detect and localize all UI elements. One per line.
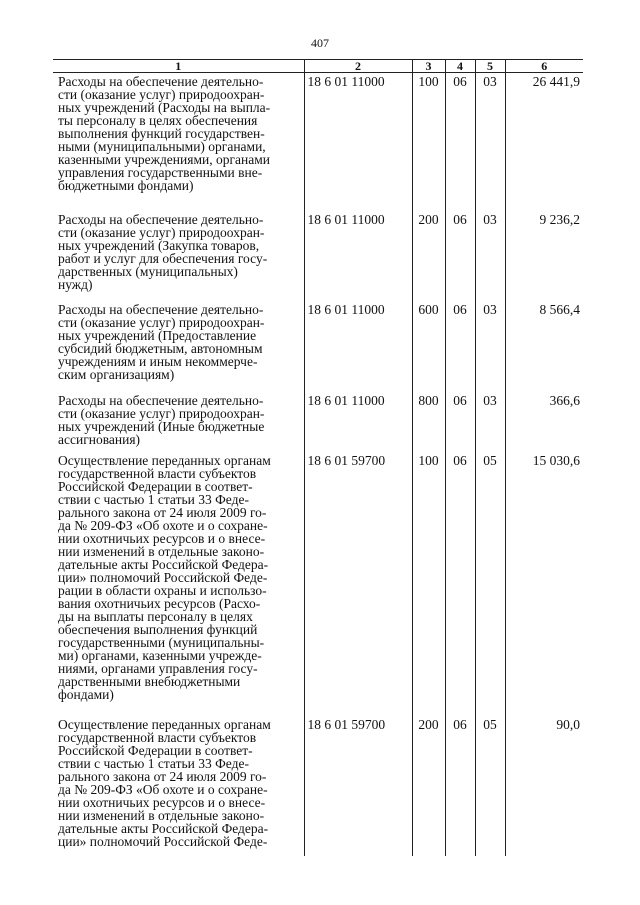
row-name: Расходы на обеспечение деятельно- сти (оказание услуг) природоохран- ных учреждений (Закупка товаров, работ и услуг для обеспечения госу- дарственных (муниципальных) нужд) bbox=[58, 211, 268, 292]
table-row bbox=[53, 211, 583, 301]
row-name: Расходы на обеспечение деятельно- сти (оказание услуг) природоохран- ных учреждений (Предоставление субсидий бюджетным, автономным учреждениям и иным некоммерче- ским организациям) bbox=[58, 301, 265, 382]
row-pr: 03 bbox=[475, 73, 505, 211]
row-name: Расходы на обеспечение деятельно- сти (оказание услуг) природоохран- ных учреждений (Иные бюджетные ассигнования) bbox=[58, 392, 265, 447]
row-amount: 26 441,9 bbox=[505, 73, 583, 211]
row-code: 18 6 01 59700 bbox=[304, 716, 412, 856]
row-pr: 05 bbox=[475, 452, 505, 716]
header-col-5: 5 bbox=[475, 60, 505, 73]
row-vr: 600 bbox=[412, 301, 445, 392]
row-code: 18 6 01 11000 bbox=[304, 392, 412, 452]
table-row bbox=[53, 392, 583, 452]
row-vr: 200 bbox=[412, 716, 445, 856]
row-rz: 06 bbox=[445, 392, 475, 452]
row-pr: 03 bbox=[475, 301, 505, 392]
header-col-1: 1 bbox=[53, 60, 304, 73]
row-rz: 06 bbox=[445, 301, 475, 392]
table-row bbox=[53, 301, 583, 392]
row-name: Осуществление переданных органам государственной власти субъектов Российской Федерации в соответ- ствии с частью 1 статьи 33 Феде- рального закона от 24 июля 2009 го- да № 209-ФЗ «Об охоте и о сохране- нии охотничьих ресурсов и о внесе- нии изменений в отдельные законо- дательные акты Российской Федера- ции» полномочий Российской Феде- bbox=[58, 716, 271, 849]
row-pr: 03 bbox=[475, 392, 505, 452]
row-code: 18 6 01 11000 bbox=[304, 73, 412, 211]
row-rz: 06 bbox=[445, 73, 475, 211]
header-row bbox=[53, 60, 583, 73]
header-col-2: 2 bbox=[304, 60, 412, 73]
table-row bbox=[53, 452, 583, 716]
header-col-4: 4 bbox=[445, 60, 475, 73]
row-vr: 800 bbox=[412, 392, 445, 452]
row-vr: 100 bbox=[412, 73, 445, 211]
row-rz: 06 bbox=[445, 452, 475, 716]
budget-table bbox=[53, 59, 583, 856]
header-col-3: 3 bbox=[412, 60, 445, 73]
table-row bbox=[53, 73, 583, 211]
header-col-6: 6 bbox=[505, 60, 583, 73]
row-code: 18 6 01 59700 bbox=[304, 452, 412, 716]
row-amount: 366,6 bbox=[505, 392, 583, 452]
row-pr: 05 bbox=[475, 716, 505, 856]
row-pr: 03 bbox=[475, 211, 505, 301]
row-code: 18 6 01 11000 bbox=[304, 211, 412, 301]
row-rz: 06 bbox=[445, 716, 475, 856]
row-rz: 06 bbox=[445, 211, 475, 301]
row-vr: 200 bbox=[412, 211, 445, 301]
page-number: 407 bbox=[311, 36, 329, 50]
row-amount: 8 566,4 bbox=[505, 301, 583, 392]
row-amount: 15 030,6 bbox=[505, 452, 583, 716]
row-vr: 100 bbox=[412, 452, 445, 716]
row-code: 18 6 01 11000 bbox=[304, 301, 412, 392]
table-row bbox=[53, 716, 583, 856]
row-name: Осуществление переданных органам государственной власти субъектов Российской Федерации в соответ- ствии с частью 1 статьи 33 Феде- рального закона от 24 июля 2009 го- да № 209-ФЗ «Об охоте и о сохране- нии охотничьих ресурсов и о внесе- нии изменений в отдельные законо- дательные акты Российской Федера- ции» полномочий Российской Феде- рации в области охраны и использо- вания охотничьих ресурсов (Расхо- ды на выплаты персоналу в целях обеспечения выполнения функций государственными (муниципальны- ми) органами, казенными учрежде- ниями, органами управления госу- дарственными внебюджетными фондами) bbox=[58, 452, 271, 702]
row-name: Расходы на обеспечение деятельно- сти (оказание услуг) природоохран- ных учреждений (Расходы на выпла- ты персоналу в целях обеспечения выполнения функций государствен- ными (муниципальными) органами, казенными учреждениями, органами управления государственными вне- бюджетными фондами) bbox=[58, 74, 271, 193]
row-amount: 90,0 bbox=[505, 716, 583, 856]
row-amount: 9 236,2 bbox=[505, 211, 583, 301]
